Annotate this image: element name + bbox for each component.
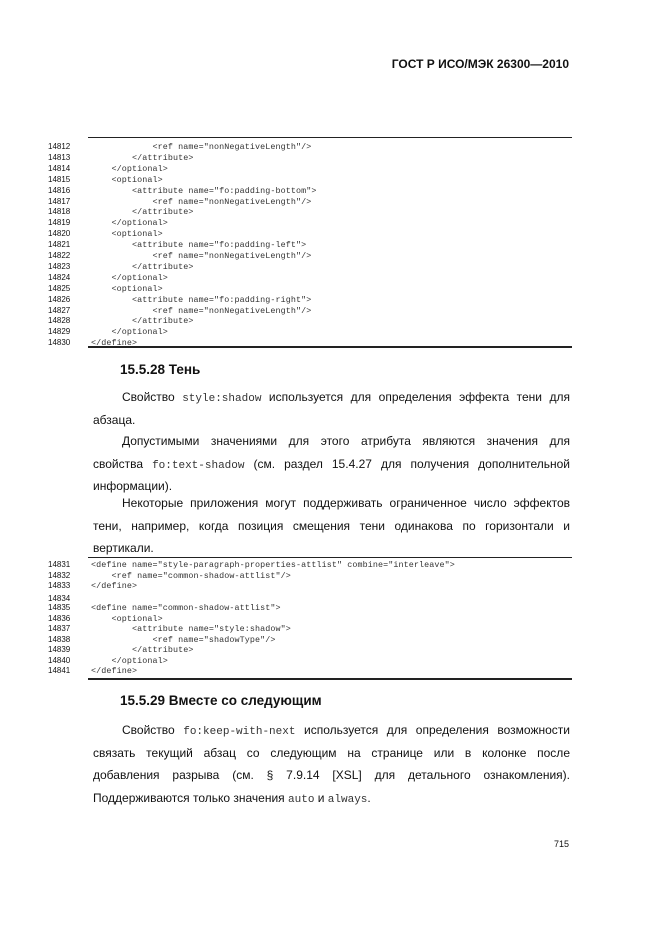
line-number: 14829 [48,327,71,337]
line-number: 14812 [48,142,71,151]
code-text: <optional> [91,283,163,294]
line-number: 14817 [48,196,71,206]
code-text: <optional> [91,174,163,185]
code-text: </attribute> [91,152,194,163]
code-text: </optional> [91,218,168,229]
line-number: 14826 [48,294,71,304]
text-line: Свойство fo:keep-with-next используется для определения возможности [122,723,570,738]
line-number: 14836 [48,613,71,623]
line-number: 14832 [48,570,71,580]
line-number: 14834 [48,593,71,603]
line-number: 14830 [48,338,71,348]
text-line: добавления разрыва (см. § 7.9.14 [XSL] для детального ознакомления). [93,768,570,782]
text-line: Поддерживаются только значения auto и always. [93,790,371,806]
text-line: Свойство style:shadow используется для определения эффекта тени для [122,390,571,405]
line-number: 14833 [48,581,71,590]
code-text: <attribute name="fo:padding-left"> [91,240,307,251]
code-text: <optional> [91,229,163,240]
code-text: <attribute name="fo:padding-bottom"> [91,185,317,196]
line-number: 14827 [48,305,71,315]
line-number: 14824 [48,272,71,282]
line-number: 14818 [48,207,71,217]
page-number: 715 [553,839,569,849]
line-number: 14838 [48,634,71,644]
line-number: 14839 [48,645,71,654]
code-text: <attribute name="style:shadow"> [91,624,291,634]
paragraph-shadow-2 [93,430,570,498]
code-text: </optional> [91,163,168,174]
line-number: 14813 [48,152,71,162]
line-number: 14823 [48,261,71,271]
code-text: </attribute> [91,645,194,655]
code-text: <optional> [91,613,163,624]
line-number: 14822 [48,251,71,260]
text-line: вертикали. [93,541,154,555]
section-heading-shadow: 15.5.28 Тень [120,362,201,377]
code-text: </optional> [91,655,168,666]
paragraph-keep-with-next [93,719,570,809]
code-text: <ref name="nonNegativeLength"/> [91,142,312,152]
line-number: 14837 [48,624,71,633]
code-block-bottom-rule [88,678,572,680]
line-number: 14835 [48,603,71,612]
text-line: Некоторые приложения могут поддерживать ограниченное число эффектов [122,496,570,510]
text-line: свойства fo:text-shadow (см. раздел 15.4.27 для получения дополнительной [93,456,570,472]
code-text: </define> [91,581,138,591]
text-line: абзаца. [93,412,136,427]
code-block-top-rule [88,557,572,558]
paragraph-shadow-1 [93,386,570,431]
line-number: 14814 [48,163,71,173]
code-text: </define> [91,666,138,676]
code-block-2 [48,557,572,681]
section-heading-keep-with-next: 15.5.29 Вместе со следующим [120,693,322,708]
document-header: ГОСТ Р ИСО/МЭК 26300—2010 [391,57,569,71]
line-number: 14815 [48,174,71,184]
code-text: </optional> [91,327,168,338]
code-text: <ref name="nonNegativeLength"/> [91,305,312,316]
line-number: 14825 [48,283,71,293]
code-block-1 [48,137,572,349]
line-number: 14828 [48,316,71,326]
text-line: информации). [93,479,173,493]
code-text: <ref name="shadowType"/> [91,634,276,645]
code-text: <define name="style-paragraph-properties-attlist" combine="interleave"> [91,560,455,570]
text-line: тени, например, когда позиция смещения тени одинакова по горизонтали и [93,518,570,533]
code-text: <ref name="common-shadow-attlist"/> [91,570,291,581]
code-text: </attribute> [91,207,194,218]
text-line: Допустимыми значениями для этого атрибута являются значения для [122,434,570,448]
paragraph-shadow-3 [93,492,570,560]
code-text: <ref name="nonNegativeLength"/> [91,251,312,261]
line-number: 14816 [48,185,71,195]
line-number: 14840 [48,655,71,665]
line-number: 14821 [48,240,71,250]
code-block-top-rule [88,137,572,138]
line-number: 14831 [48,560,71,569]
line-number: 14820 [48,229,71,239]
code-text: </optional> [91,272,168,283]
line-number: 14819 [48,218,71,228]
code-text: <ref name="nonNegativeLength"/> [91,196,312,207]
code-text: </attribute> [91,316,194,327]
code-text: </define> [91,338,138,349]
code-text: <define name="common-shadow-attlist"> [91,603,281,613]
code-block-bottom-rule [88,346,572,348]
code-text: <attribute name="fo:padding-right"> [91,294,312,305]
line-number: 14841 [48,666,71,675]
code-text: </attribute> [91,261,194,272]
text-line: связать текущий абзац со следующим на странице или в колонке после [93,745,570,760]
